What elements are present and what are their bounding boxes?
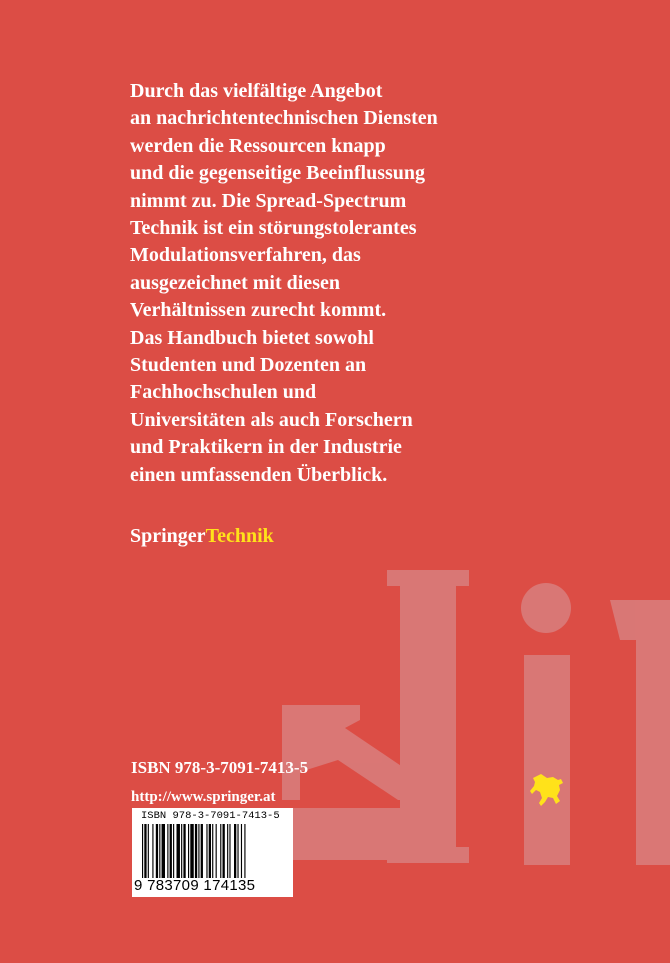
barcode-bar <box>156 824 158 878</box>
barcode-bar <box>241 824 242 878</box>
series-subject: Technik <box>205 525 274 547</box>
barcode-bar <box>170 824 172 878</box>
barcode-bar <box>183 824 185 878</box>
barcode-bar <box>195 824 197 878</box>
barcode-bar <box>223 824 225 878</box>
barcode-bar <box>198 824 199 878</box>
watermark-letter-i <box>524 655 570 865</box>
barcode-bar <box>209 824 211 878</box>
barcode-bar <box>206 824 207 878</box>
barcode-bar <box>142 824 143 878</box>
blurb-line: Universitäten als auch Forschern <box>130 408 413 431</box>
blurb-line: werden die Ressourcen knapp <box>130 134 386 157</box>
barcode-bar <box>188 824 189 878</box>
barcode-bar <box>162 824 165 878</box>
blurb-line: und die gegenseitige Beeinflussung <box>130 162 426 185</box>
barcode-bar <box>173 824 174 878</box>
barcode-bar <box>229 824 230 878</box>
barcode-bar <box>177 824 180 878</box>
watermark-letter-l <box>400 570 456 863</box>
blurb-line: und Praktikern in der Industrie <box>130 436 402 459</box>
blurb-line: ausgezeichnet mit diesen <box>130 271 340 294</box>
isbn-barcode <box>132 808 293 897</box>
publisher-url: http://www.springer.at <box>131 789 276 805</box>
springer-horse-icon <box>527 770 567 810</box>
series-publisher: Springer <box>130 525 206 547</box>
barcode-bar <box>148 824 149 878</box>
barcode-bar <box>167 824 168 878</box>
barcode-bar <box>159 824 160 878</box>
isbn-text: ISBN 978-3-7091-7413-5 <box>131 758 309 777</box>
blurb-line: einen umfassenden Überblick. <box>130 463 388 486</box>
barcode-bar <box>216 824 217 878</box>
watermark-letter-i-dot <box>521 583 571 633</box>
blurb-line: Technik ist ein störungstolerantes <box>130 217 417 240</box>
blurb-line: nimmt zu. Die Spread-Spectrum <box>130 189 407 212</box>
barcode-bar <box>181 824 182 878</box>
blurb-line: Modulationsverfahren, das <box>130 244 361 267</box>
blurb-line: Das Handbuch bietet sowohl <box>130 326 374 349</box>
blurb-line: Durch das vielfältige Angebot <box>130 80 383 102</box>
barcode-bar <box>237 824 238 878</box>
barcode-digits: 9 783709 174135 <box>134 877 256 894</box>
barcode-bar <box>227 824 228 878</box>
barcode-bar <box>220 824 221 878</box>
barcode-bar <box>244 824 245 878</box>
watermark-letter-n <box>610 600 670 865</box>
barcode-bar <box>212 824 213 878</box>
blurb-line: Verhältnissen zurecht kommt. <box>130 299 387 322</box>
barcode-bar <box>152 824 153 878</box>
blurb-text <box>130 78 550 489</box>
series-name <box>130 524 274 548</box>
barcode-bar <box>234 824 236 878</box>
barcode-bar <box>144 824 146 878</box>
blurb-line: Fachhochschulen und <box>130 381 317 404</box>
barcode-bar <box>190 824 193 878</box>
blurb-line: Studenten und Dozenten an <box>130 354 367 377</box>
barcode-bar <box>201 824 203 878</box>
blurb-line: an nachrichtentechnischen Diensten <box>130 107 438 130</box>
barcode-top-text: ISBN 978-3-7091-7413-5 <box>141 810 280 822</box>
